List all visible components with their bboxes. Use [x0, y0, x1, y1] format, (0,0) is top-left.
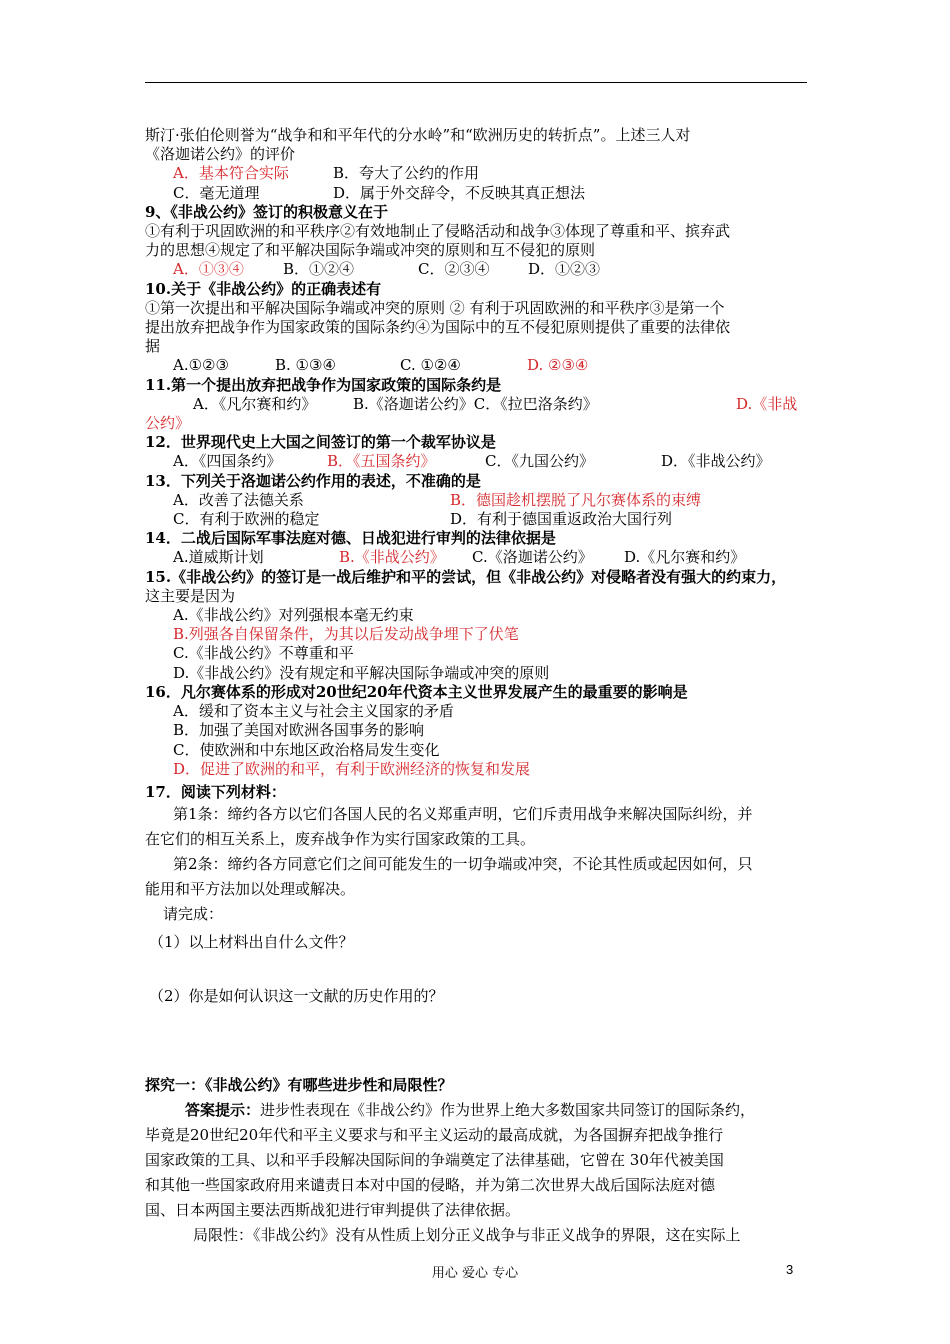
page-number: 3: [786, 1262, 794, 1277]
q17-sub-2: （2）你是如何认识这一文献的历史作用的？: [149, 987, 444, 1006]
q13-option-b: B．德国趁机摆脱了凡尔赛体系的束缚: [450, 490, 702, 509]
q12-option-d: D．《非战公约》: [661, 452, 771, 471]
q17-sub-1: （1）以上材料出自什么文件？: [149, 933, 354, 952]
q17-stem: 17．阅读下列材料：: [145, 782, 286, 801]
explore-hint-line: 国、日本两国主要法西斯战犯进行审判提供了法律依据。: [145, 1201, 521, 1220]
q16-option-d: D．促进了欧洲的和平，有利于欧洲经济的恢复和发展: [173, 759, 531, 778]
q9-stem: 9、《非战公约》签订的积极意义在于: [145, 202, 388, 221]
q14-option-c: C.《洛迦诺公约》: [472, 548, 593, 567]
q10-line: 据: [145, 337, 161, 356]
explore-hint-line: 国家政策的工具、以和平手段解决国际间的争端奠定了法律基础，它曾在 30年代被美国: [145, 1151, 724, 1170]
text-line: 斯汀·张伯伦则誉为“战争和和平年代的分水岭”和“欧洲历史的转折点”。上述三人对: [145, 126, 691, 144]
q17-instruction: 请完成：: [163, 905, 224, 924]
q8-options-row1: [145, 164, 807, 183]
q17-material-2: 第2条：缔约各方同意它们之间可能发生的一切争端或冲突，不论其性质或起因如何，只 能用和平方法加以处理或解决。: [145, 855, 753, 899]
explore-hint-line: 毕竟是20世纪20年代和平主义要求与和平主义运动的最高成就，为各国摒弃把战争推行: [145, 1126, 724, 1145]
q10-option-d: D. ②③④: [527, 356, 589, 375]
q11-option-d-cont: 公约》: [145, 414, 191, 433]
q9-option-a: A．①③④: [173, 260, 244, 279]
q10-line: 提出放弃把战争作为国家政策的国际条约④为国际中的互不侵犯原则提供了重要的法律依: [145, 318, 731, 337]
q16-option-a: A．缓和了资本主义与社会主义国家的矛盾: [173, 702, 454, 721]
q8-option-a: A．基本符合实际: [173, 164, 289, 183]
q16-stem: 16．凡尔赛体系的形成对20世纪20年代资本主义世界发展产生的最重要的影响是: [145, 682, 688, 701]
q9-option-c: C．②③④: [418, 260, 490, 279]
q13-option-c: C．有利于欧洲的稳定: [173, 510, 320, 529]
q15-option-b: B.列强各自保留条件，为其以后发动战争埋下了伏笔: [173, 625, 519, 644]
q11-option-bc: B.《洛迦诺公约》C．《拉巴洛条约》: [353, 394, 598, 413]
q14-option-d: D.《凡尔赛和约》: [624, 548, 746, 567]
document-body: [145, 126, 807, 1248]
text-line: 《洛迦诺公约》的评价: [145, 145, 296, 164]
q9-option-b: B．①②④: [283, 260, 355, 279]
q8-option-b: B．夸大了公约的作用: [333, 164, 480, 183]
q9-options: [145, 260, 807, 279]
q15-option-c: C.《非战公约》不尊重和平: [173, 644, 354, 663]
q13-options-row2: [145, 510, 807, 529]
q15-stem: 15.《非战公约》的签订是一战后维护和平的尝试，但《非战公约》对侵略者没有强大的约束力，: [145, 567, 787, 586]
q10-option-a: A.①②③: [173, 356, 229, 375]
q12-option-a: A．《四国条约》: [173, 452, 282, 471]
q11-option-a: A．《凡尔赛和约》: [193, 394, 317, 413]
q10-stem: 10.关于《非战公约》的正确表述有: [145, 279, 382, 298]
q13-option-a: A．改善了法德关系: [173, 490, 304, 509]
q16-option-b: B．加强了美国对欧洲各国事务的影响: [173, 721, 425, 740]
q12-stem: 12．世界现代史上大国之间签订的第一个裁军协议是: [145, 433, 496, 452]
page-footer: 用心 爱心 专心: [431, 1266, 519, 1281]
q12-option-c: C．《九国公约》: [485, 452, 594, 471]
explore-title: 探究一：《非战公约》有哪些进步性和局限性？: [145, 1076, 453, 1095]
q11-stem: 11.第一个提出放弃把战争作为国家政策的国际条约是: [145, 375, 502, 394]
q13-options-row1: [145, 491, 807, 510]
explore-hint-line: 和其他一些国家政府用来谴责日本对中国的侵略，并为第二次世界大战后国际法庭对德: [145, 1176, 716, 1195]
q10-option-c: C. ①②④: [400, 356, 461, 375]
q8-options-row2: [145, 184, 807, 203]
q15-stem-cont: 这主要是因为: [145, 586, 236, 605]
q8-option-c: C．毫无道理: [173, 183, 260, 202]
q14-options: [145, 548, 807, 567]
q10-line: ①第一次提出和平解决国际争端或冲突的原则 ② 有利于巩固欧洲的和平秩序③是第一个: [145, 298, 725, 317]
q9-line: ①有利于巩固欧洲的和平秩序②有效地制止了侵略活动和战争③体现了尊重和平、摈弃武: [145, 222, 731, 241]
q9-option-d: D．①②③: [528, 260, 601, 279]
explore-limit-line: 局限性：《非战公约》没有从性质上划分正义战争与非正义战争的界限，这在实际上: [193, 1226, 741, 1245]
q14-stem: 14．二战后国际军事法庭对德、日战犯进行审判的法律依据是: [145, 529, 556, 548]
q14-option-b: B.《非战公约》: [339, 548, 445, 567]
q12-option-b: B．《五国条约》: [327, 452, 436, 471]
q16-option-c: C．使欧洲和中东地区政治格局发生变化: [173, 740, 440, 759]
header-rule: [145, 82, 807, 83]
q9-line: 力的思想④规定了和平解决国际争端或冲突的原则和互不侵犯的原则: [145, 241, 596, 260]
q13-option-d: D．有利于德国重返政治大国行列: [450, 510, 673, 529]
q10-option-b: B. ①③④: [275, 356, 336, 375]
q17-material-1: 第1条：缔约各方以它们各国人民的名义郑重声明，它们斥责用战争来解决国际纠纷，并 在它们的相互关系上，废弃战争作为实行国家政策的工具。: [145, 805, 753, 849]
q15-option-a: A.《非战公约》对列强根本毫无约束: [173, 606, 414, 625]
q12-options: [145, 452, 807, 471]
q14-option-a: A.道威斯计划: [173, 548, 264, 567]
q15-option-d: D.《非战公约》没有规定和平解决国际争端或冲突的原则: [173, 663, 550, 682]
q8-option-d: D．属于外交辞令，不反映其真正想法: [333, 183, 586, 202]
explore-hint-line: 答案提示：进步性表现在《非战公约》作为世界上绝大多数国家共同签订的国际条约，: [185, 1101, 756, 1120]
q10-options: [145, 356, 807, 375]
hint-label: 答案提示：: [185, 1101, 261, 1120]
q13-stem: 13．下列关于洛迦诺公约作用的表述，不准确的是: [145, 471, 481, 490]
q11-option-d: D.《非战: [736, 394, 798, 413]
q11-options: [145, 395, 807, 414]
